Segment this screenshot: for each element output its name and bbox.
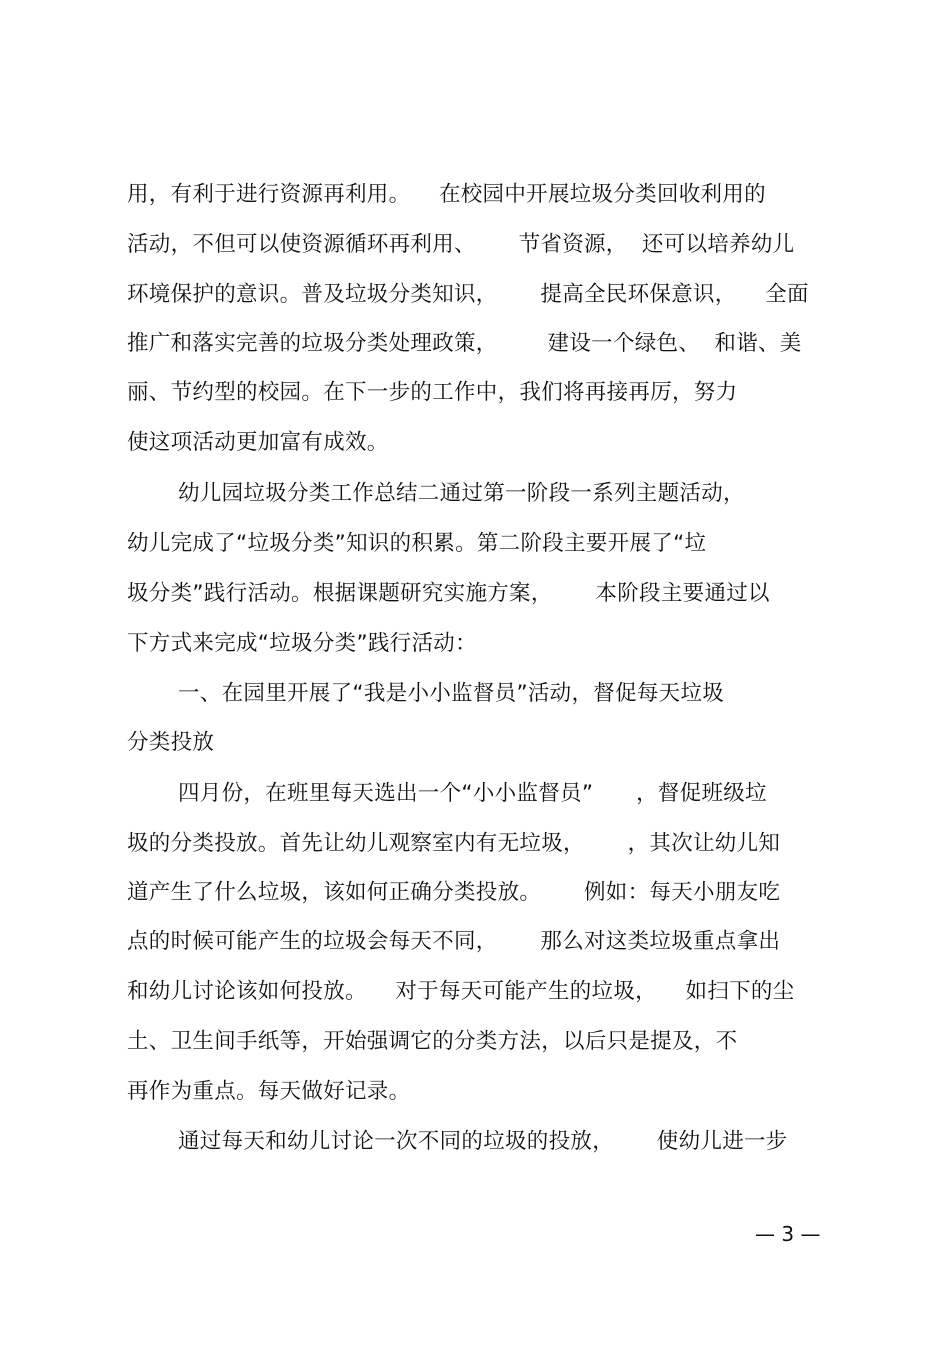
text-line: 土、卫生间手纸等，开始强调它的分类方法，以后只是提及，不 bbox=[127, 1029, 738, 1054]
text-line: 点的时候可能产生的垃圾会每天不同， 那么对这类垃圾重点拿出 bbox=[127, 929, 781, 954]
text-line: 幼儿园垃圾分类工作总结二通过第一阶段一系列主题活动， bbox=[178, 481, 745, 506]
text-line: 活动，不但可以使资源循环再利用、 节省资源， 还可以培养幼儿 bbox=[127, 232, 795, 257]
text-line: 下方式来完成“垃圾分类”践行活动： bbox=[127, 631, 477, 656]
text-line: 推广和落实完善的垃圾分类处理政策， 建设一个绿色、 和谐、美 bbox=[127, 331, 802, 356]
text-line: 四月份，在班里每天选出一个“小小监督员” ，督促班级垃 bbox=[178, 781, 767, 806]
text-line: 幼儿完成了“垃圾分类”知识的积累。第二阶段主要开展了“垃 bbox=[127, 531, 707, 556]
text-line: 再作为重点。每天做好记录。 bbox=[127, 1079, 411, 1104]
section-heading: 一、在园里开展了“我是小小监督员”活动，督促每天垃圾 bbox=[178, 681, 725, 706]
text-line: 使这项活动更加富有成效。 bbox=[127, 430, 389, 455]
page-number: — 3 — bbox=[755, 1222, 821, 1246]
text-line: 丽、节约型的校园。在下一步的工作中，我们将再接再厉，努力 bbox=[127, 380, 738, 405]
text-line: 环境保护的意识。普及垃圾分类知识， 提高全民环保意识， 全面 bbox=[127, 282, 809, 307]
text-line: 用，有利于进行资源再利用。 在校园中开展垃圾分类回收利用的 bbox=[127, 182, 766, 207]
text-line: 圾分类”践行活动。根据课题研究实施方案， 本阶段主要通过以 bbox=[127, 581, 770, 606]
text-line: 圾的分类投放。首先让幼儿观察室内有无垃圾， ，其次让幼儿知 bbox=[127, 831, 781, 856]
text-line: 通过每天和幼儿讨论一次不同的垃圾的投放， 使幼儿进一步 bbox=[178, 1129, 788, 1154]
text-line: 道产生了什么垃圾，该如何正确分类投放。 例如：每天小朋友吃 bbox=[127, 880, 781, 905]
section-heading: 分类投放 bbox=[127, 730, 215, 755]
text-line: 和幼儿讨论该如何投放。 对于每天可能产生的垃圾， 如扫下的尘 bbox=[127, 979, 795, 1004]
